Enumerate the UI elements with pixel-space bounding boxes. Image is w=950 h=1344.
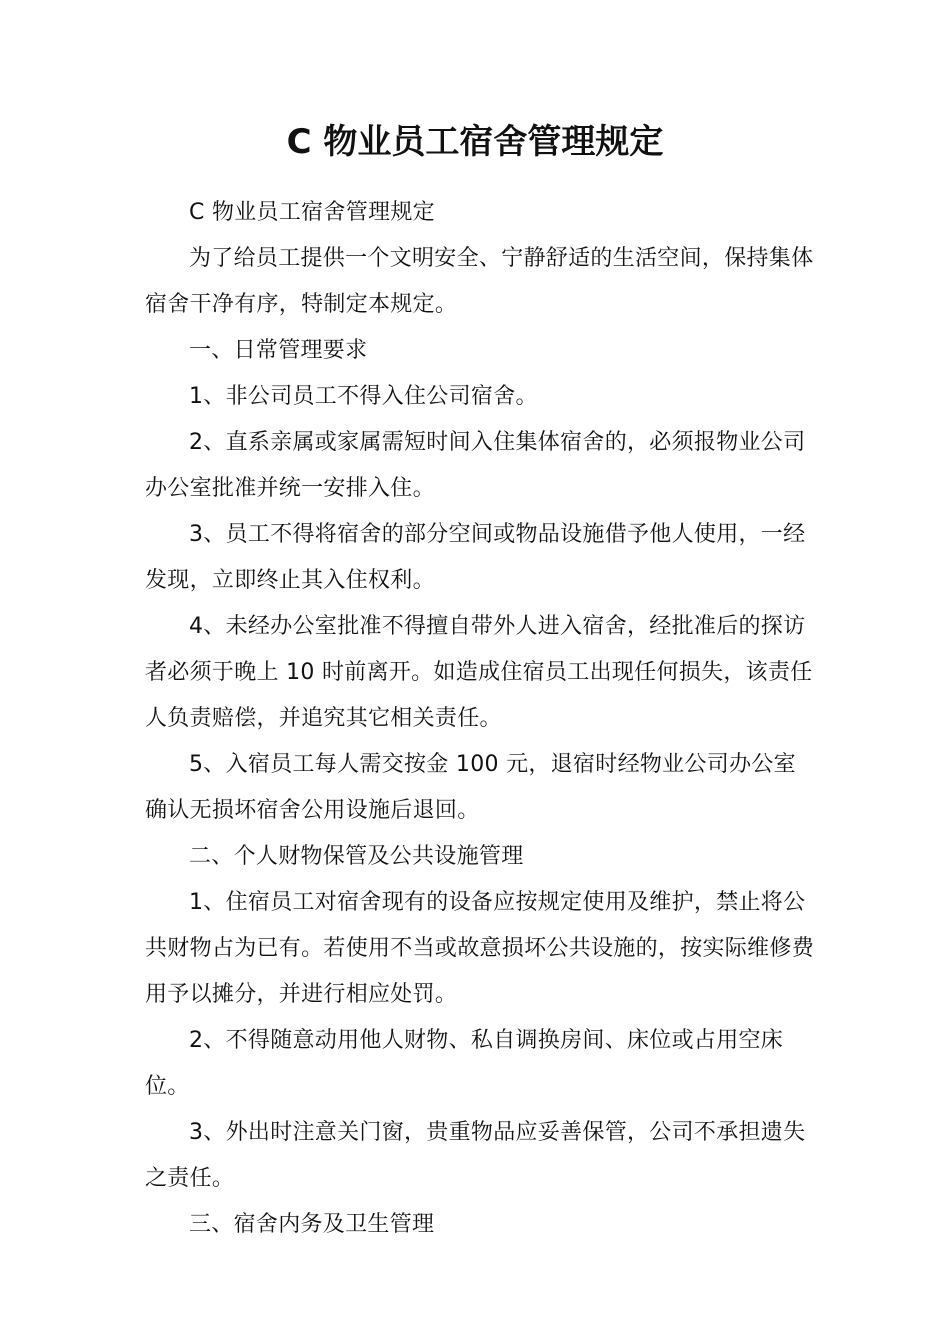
paragraph-intro: 为了给员工提供一个文明安全、宁静舒适的生活空间，保持集体宿舍干净有序，特制定本规定。 [145,246,814,317]
document-body [145,190,815,1248]
paragraph-1-5: 5、入宿员工每人需交按金 100 元，退宿时经物业公司办公室确认无损坏宿舍公用设施后退回。 [145,752,796,823]
section-heading-2: 二、个人财物保管及公共设施管理 [189,844,524,869]
paragraph-1-1: 1、非公司员工不得入住公司宿舍。 [189,384,538,409]
section-heading-1: 一、日常管理要求 [189,338,368,363]
paragraph-2-2: 2、不得随意动用他人财物、私自调换房间、床位或占用空床位。 [145,1028,784,1099]
paragraph-1-2: 2、直系亲属或家属需短时间入住集体宿舍的，必须报物业公司办公室批准并统一安排入住。 [145,430,806,501]
paragraph-subtitle: C 物业员工宿舍管理规定 [189,200,435,225]
paragraph-1-3: 3、员工不得将宿舍的部分空间或物品设施借予他人使用，一经发现，立即终止其入住权利。 [145,522,806,593]
paragraph-2-1: 1、住宿员工对宿舍现有的设备应按规定使用及维护，禁止将公共财物占为已有。若使用不当或故意损坏公共设施的，按实际维修费用予以摊分，并进行相应处罚。 [145,890,815,1007]
document-title: C 物业员工宿舍管理规定 [286,122,664,162]
section-heading-3: 三、宿舍内务及卫生管理 [189,1212,435,1237]
paragraph-2-3: 3、外出时注意关门窗，贵重物品应妥善保管，公司不承担遗失之责任。 [145,1120,806,1191]
paragraph-1-4: 4、未经办公室批准不得擅自带外人进入宿舍，经批准后的探访者必须于晚上 10 时前离开。如造成住宿员工出现任何损失，该责任人负责赔偿，并追究其它相关责任。 [145,614,813,731]
